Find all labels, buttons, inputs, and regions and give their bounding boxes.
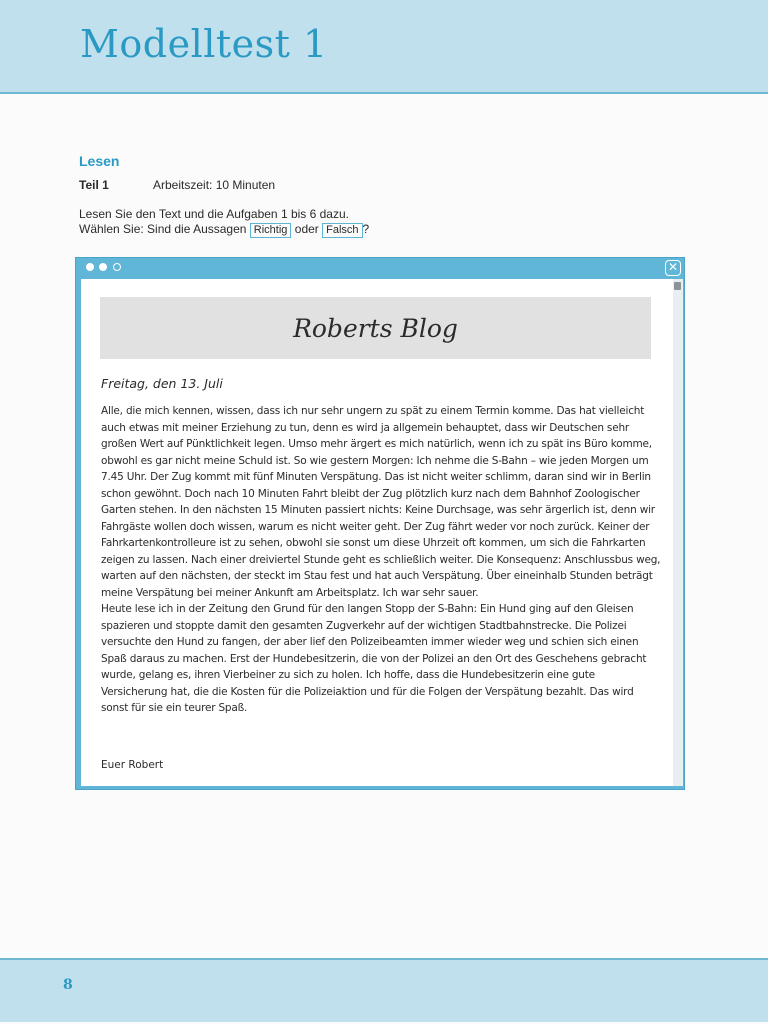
option-richtig: Richtig (250, 223, 292, 238)
part-line (79, 178, 275, 192)
page-title: Modelltest 1 (80, 22, 328, 66)
instruction-text: Wählen Sie: Sind die Aussagen (79, 222, 247, 236)
time-limit: Arbeitszeit: 10 Minuten (153, 178, 276, 192)
footer-band (0, 958, 768, 1022)
blog-title-band (100, 297, 651, 359)
window-dot-icon (99, 263, 107, 271)
instruction-line-2 (79, 222, 369, 238)
scrollbar[interactable] (673, 279, 683, 786)
instruction-or: oder (294, 222, 319, 236)
window-dot-outline-icon (113, 263, 121, 271)
instruction-end: ? (362, 222, 370, 236)
header-band (0, 0, 768, 94)
window-titlebar (76, 258, 684, 278)
window-content (81, 279, 673, 786)
option-falsch: Falsch (322, 223, 362, 238)
post-paragraph: Alle, die mich kennen, wissen, dass ich nur sehr ungern zu spät zu einem Termin komme. Das hat vielleicht auch etwas mit meiner Erziehung zu tun, denn es wird ja allgemein behauptet, dass wir Deutschen sehr großen Wert auf Pünktlichkeit legen. Umso mehr ärgert es mich natürlich, wenn ich zu spät ins Büro komme, obwohl es gar nicht meine Schuld ist. So wie gestern Morgen: Ich nehme die S-Bahn – wie jeden Morgen um 7.45 Uhr. Der Zug kommt mit fünf Minuten Verspätung. Das ist nicht weiter schlimm, daran sind wir in Berlin schon gewöhnt. Doch nach 10 Minuten Fahrt bleibt der Zug plötzlich kurz nach dem Bahnhof Zoologischer Garten stehen. In den nächsten 15 Minuten passiert nichts: Keine Durchsage, was sehr ärgerlich ist, denn wir Fahrgäste wollen doch wissen, warum es nicht weiter geht. Der Zug fährt weder vor noch zurück. Keiner der Fahrkartenkontrolleure ist zu sehen, obwohl sie sonst um diese Uhrzeit oft kommen, um sich die Fahrkarten zeigen zu lassen. Nach einer dreiviertel Stunde geht es schließlich weiter. Die Konsequenz: Anschlussbus weg, warten auf den nächsten, der steckt im Stau fest und hat auch Verspätung. Über eineinhalb Stunden beträgt meine Verspätung bei meiner Ankunft am Arbeitsplatz. Ich war sehr sauer. (101, 405, 661, 599)
close-icon[interactable]: ✕ (665, 260, 681, 276)
instructions (79, 207, 369, 238)
instruction-line-1: Lesen Sie den Text und die Aufgaben 1 bis 6 dazu. (79, 207, 349, 221)
post-signature: Euer Robert (101, 759, 164, 771)
section-heading: Lesen (79, 153, 120, 169)
blog-title: Roberts Blog (293, 314, 458, 343)
blog-window (75, 257, 685, 790)
post-body (101, 403, 661, 717)
post-paragraph: Heute lese ich in der Zeitung den Grund für den langen Stopp der S-Bahn: Ein Hund ging auf den Gleisen spazieren und stoppte damit den gesamten Zugverkehr auf der wichtigen Stadtbahnstrecke. Die Polizei versuchte den Hund zu fangen, der aber lief den Polizeibeamten immer wieder weg und schien sich einen Spaß daraus zu machen. Erst der Hundebesitzerin, die von der Polizei an den Ort des Geschehens gebracht wurde, gelang es, ihren Vierbeiner zu sich zu holen. Ich hoffe, dass die Hundebesitzerin eine gute Versicherung hat, die die Kosten für die Polizeiaktion und für die Folgen der Verspätung bezahlt. Das wird sonst für sie ein teurer Spaß. (101, 603, 647, 714)
page-number: 8 (63, 977, 73, 993)
scroll-thumb[interactable] (674, 282, 681, 290)
post-date: Freitag, den 13. Juli (101, 376, 223, 391)
part-label: Teil 1 (79, 178, 109, 192)
window-dot-icon (86, 263, 94, 271)
